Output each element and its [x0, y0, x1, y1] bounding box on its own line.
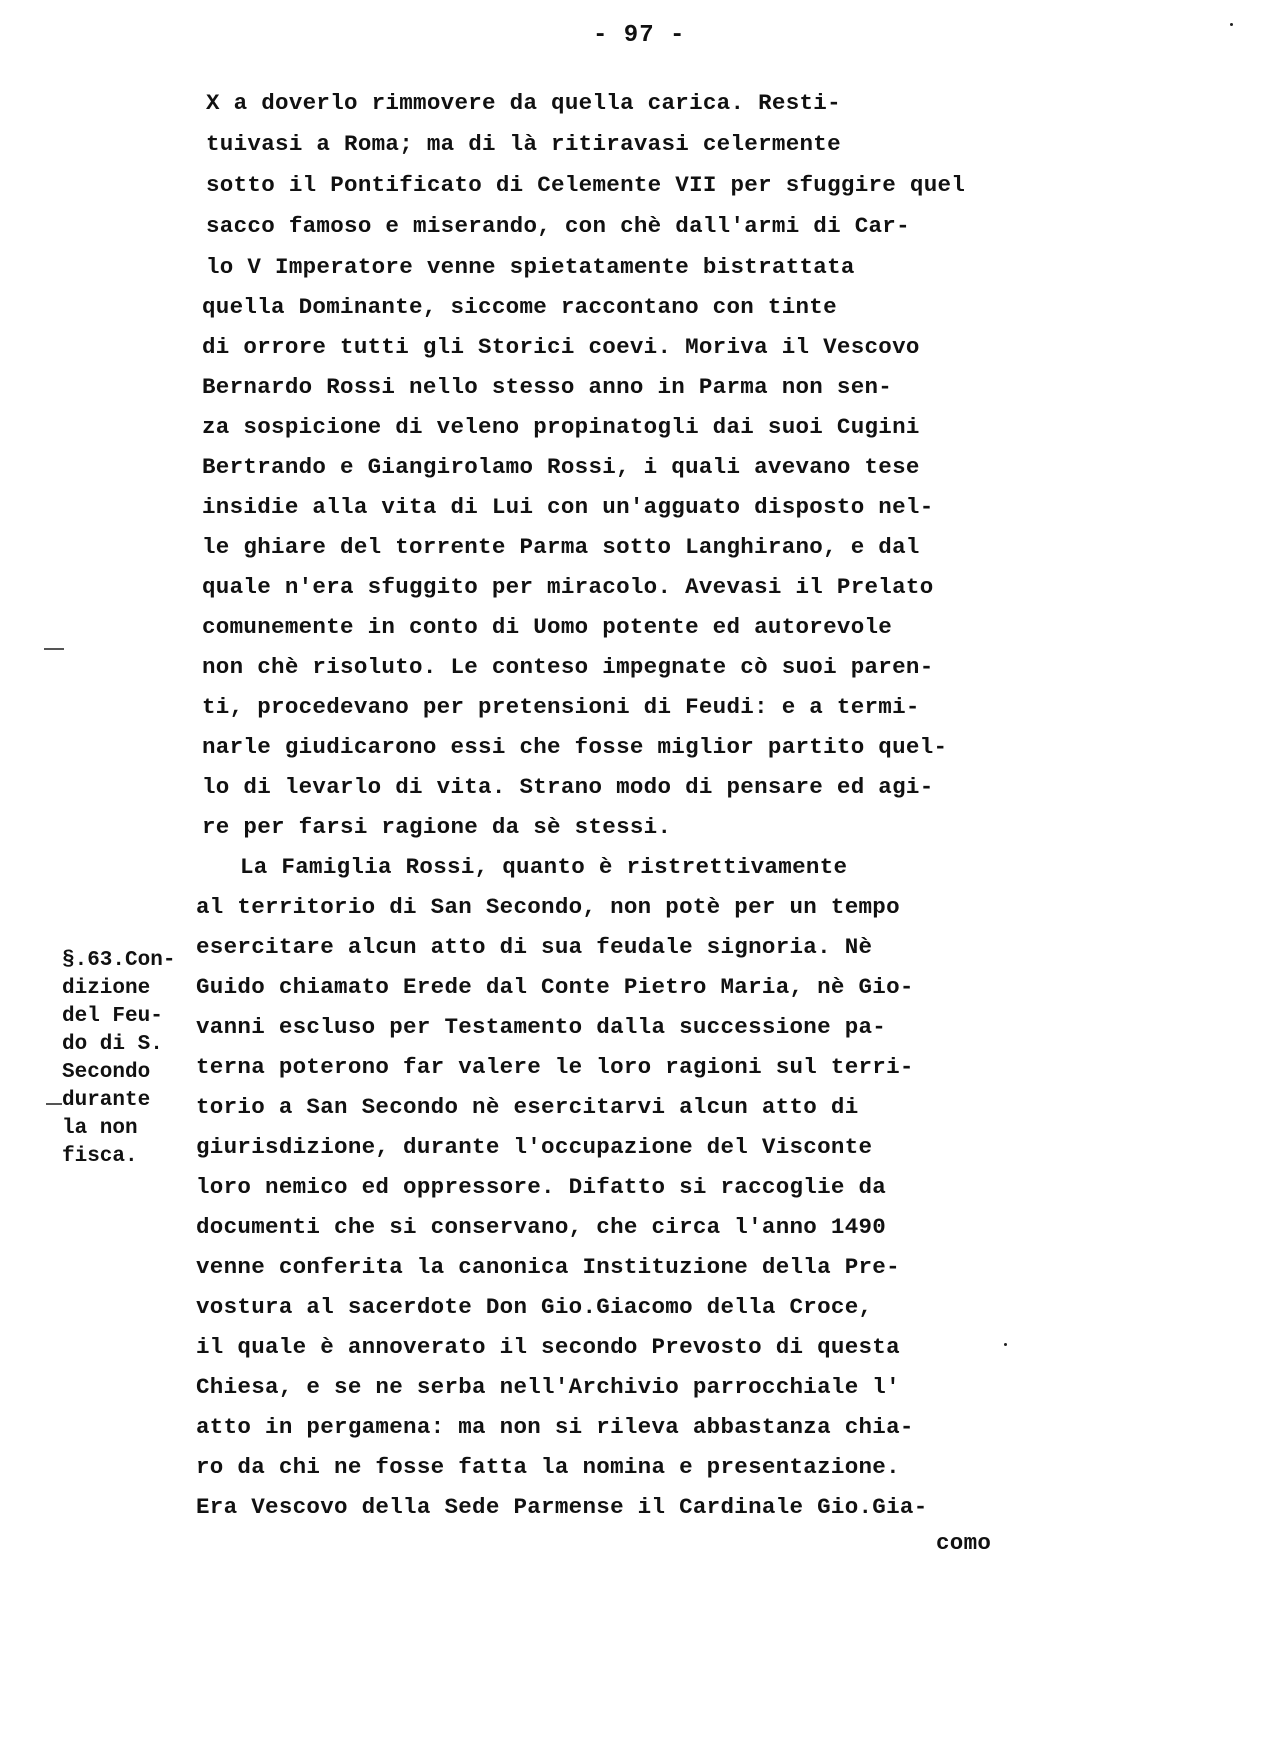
text-line: lo V Imperatore venne spietatamente bistrattata — [206, 254, 855, 280]
text-line: tuivasi a Roma; ma di là ritiravasi celermente — [206, 131, 841, 157]
text-line: torio a San Secondo nè esercitarvi alcun atto di — [196, 1094, 859, 1120]
margin-note-line: Secondo — [62, 1061, 151, 1084]
text-line: non chè risoluto. Le conteso impegnate cò suoi paren- — [202, 654, 934, 680]
text-line: como — [936, 1530, 992, 1556]
text-line: atto in pergamena: ma non si rileva abbastanza chia- — [196, 1414, 914, 1440]
text-line: al territorio di San Secondo, non potè per un tempo — [196, 894, 900, 920]
text-line: il quale è annoverato il secondo Prevosto di questa — [196, 1334, 900, 1360]
text-line: La Famiglia Rossi, quanto è ristrettivamente — [240, 854, 848, 880]
margin-note-line: §.63.Con- — [62, 949, 176, 972]
text-line: Chiesa, e se ne serba nell'Archivio parrocchiale l' — [196, 1374, 900, 1400]
text-line: loro nemico ed oppressore. Difatto si raccoglie da — [196, 1174, 887, 1200]
text-line: Guido chiamato Erede dal Conte Pietro Maria, nè Gio- — [196, 974, 914, 1000]
margin-note-line: del Feu- — [62, 1005, 163, 1028]
text-line: documenti che si conservano, che circa l'anno 1490 — [196, 1214, 887, 1240]
margin-note-line: fisca. — [62, 1145, 138, 1168]
text-line: re per farsi ragione da sè stessi. — [202, 814, 672, 840]
text-line: sacco famoso e miserando, con chè dall'armi di Car- — [206, 213, 910, 239]
text-line: quale n'era sfuggito per miracolo. Avevasi il Prelato — [202, 574, 934, 600]
text-line: Era Vescovo della Sede Parmense il Cardinale Gio.Gia- — [196, 1494, 928, 1520]
margin-note-line: do di S. — [62, 1033, 163, 1056]
text-line: sotto il Pontificato di Celemente VII per sfuggire quel — [206, 172, 966, 198]
text-line: ro da chi ne fosse fatta la nomina e presentazione. — [196, 1454, 900, 1480]
margin-note-line: la non — [62, 1117, 138, 1140]
text-line: quella Dominante, siccome raccontano con tinte — [202, 294, 837, 320]
text-line: ti, procedevano per pretensioni di Feudi: e a termi- — [202, 694, 920, 720]
text-line: vostura al sacerdote Don Gio.Giacomo della Croce, — [196, 1294, 873, 1320]
text-line: le ghiare del torrente Parma sotto Langhirano, e dal — [202, 534, 920, 560]
text-line: insidie alla vita di Lui con un'agguato disposto nel- — [202, 494, 934, 520]
text-line: vanni escluso per Testamento dalla successione pa- — [196, 1014, 887, 1040]
text-line: narle giudicarono essi che fosse miglior partito quel- — [202, 734, 948, 760]
text-line: za sospicione di veleno propinatogli dai suoi Cugini — [202, 414, 920, 440]
stray-mark — [1004, 1343, 1007, 1346]
text-line: venne conferita la canonica Instituzione della Pre- — [196, 1254, 900, 1280]
text-line: Bertrando e Giangirolamo Rossi, i quali avevano tese — [202, 454, 920, 480]
margin-mark — [46, 1103, 62, 1105]
text-line: lo di levarlo di vita. Strano modo di pensare ed agi- — [202, 774, 934, 800]
margin-note-line: durante — [62, 1089, 151, 1112]
margin-note-line: dizione — [62, 977, 151, 1000]
text-line: terna poterono far valere le loro ragioni sul terri- — [196, 1054, 914, 1080]
text-line: esercitare alcun atto di sua feudale signoria. Nè — [196, 934, 873, 960]
text-line: Bernardo Rossi nello stesso anno in Parma non sen- — [202, 374, 893, 400]
text-line: comunemente in conto di Uomo potente ed autorevole — [202, 614, 893, 640]
text-line: X a doverlo rimmovere da quella carica. Resti- — [206, 90, 841, 116]
margin-mark — [44, 648, 64, 650]
text-line: giurisdizione, durante l'occupazione del Visconte — [196, 1134, 873, 1160]
page-number: - 97 - — [593, 22, 686, 49]
stray-mark — [1230, 23, 1233, 26]
text-line: di orrore tutti gli Storici coevi. Moriva il Vescovo — [202, 334, 920, 360]
